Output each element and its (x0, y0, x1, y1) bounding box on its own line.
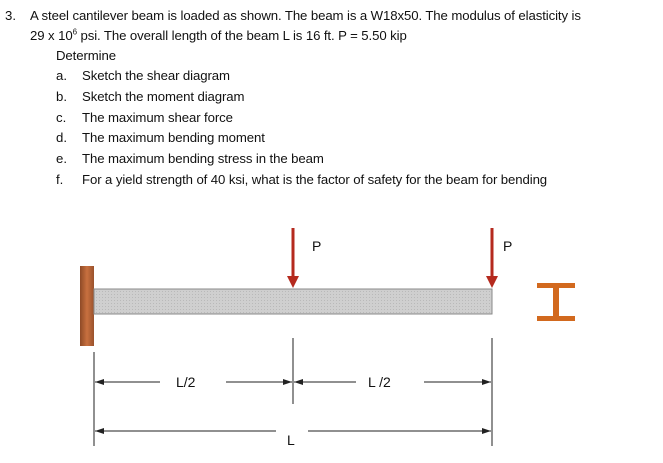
task-letter: c. (56, 110, 67, 125)
dimension-label-total: L (287, 432, 295, 448)
task-letter: e. (56, 151, 67, 166)
load-arrow-mid (287, 228, 299, 288)
task-text: The maximum bending stress in the beam (82, 151, 324, 166)
modulus-exponent: 6 (72, 27, 77, 37)
task-letter: a. (56, 68, 67, 83)
load-label-end: P (503, 238, 513, 254)
load-arrow-end (486, 228, 498, 288)
determine-heading: Determine (56, 48, 116, 63)
task-text: Sketch the moment diagram (82, 89, 245, 104)
problem-number: 3. (5, 8, 16, 23)
dimension-label-half-right: L /2 (368, 374, 391, 390)
fixed-support-wall (80, 266, 94, 346)
task-letter: f. (56, 172, 64, 187)
task-text: The maximum shear force (82, 110, 233, 125)
w-section-icon (537, 283, 575, 321)
task-text: For a yield strength of 40 ksi, what is the factor of safety for the beam for bending (82, 172, 548, 187)
problem-statement-line1: A steel cantilever beam is loaded as shown. The beam is a W18x50. The modulus of elasticity is (30, 8, 581, 23)
load-label-mid: P (312, 238, 322, 254)
task-text: Sketch the shear diagram (82, 68, 230, 83)
modulus-suffix: psi. The overall length of the beam L is 16 ft. P = 5.50 kip (76, 28, 407, 43)
task-text: The maximum bending moment (82, 130, 265, 145)
modulus-prefix: 29 x 10 (30, 28, 73, 43)
task-letter: b. (56, 89, 67, 104)
dimension-label-half-left: L/2 (176, 374, 196, 390)
task-letter: d. (56, 130, 67, 145)
dimension-line-half-right (294, 379, 491, 385)
beam (94, 289, 492, 314)
